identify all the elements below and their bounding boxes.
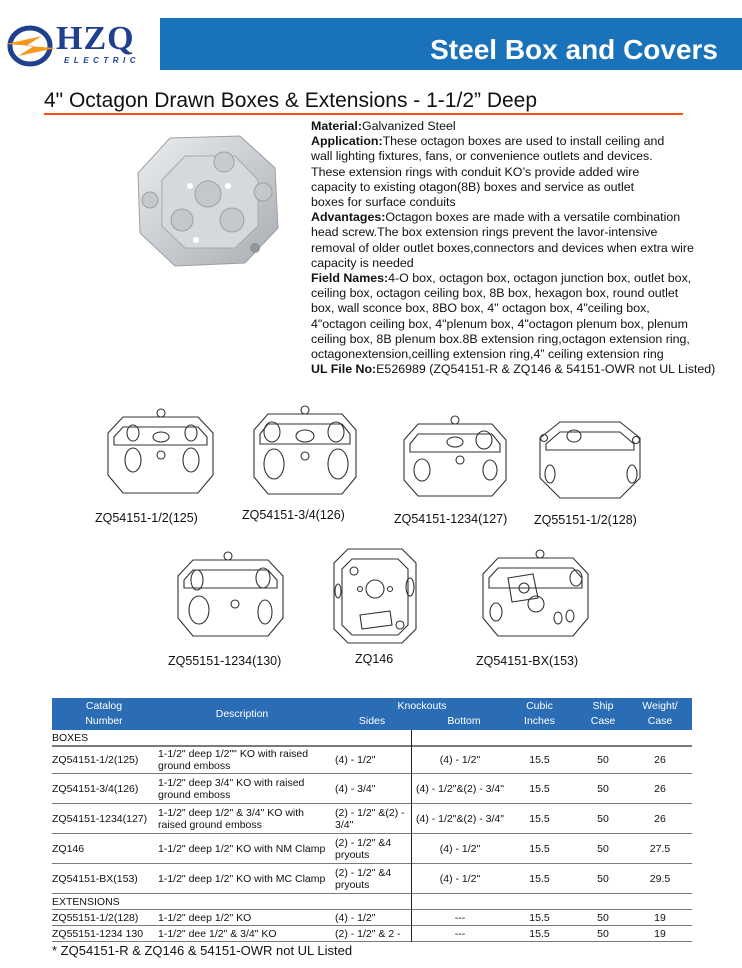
figure-zq54151-125: [95, 405, 225, 530]
col-weight-header: [634, 699, 686, 729]
col-knockouts-header: Knockouts: [397, 700, 447, 712]
table-row: [52, 926, 692, 942]
cell-cubic: 15.5: [529, 842, 550, 855]
section-row: [52, 730, 692, 747]
cell-cubic: 15.5: [529, 911, 550, 924]
banner-title: Steel Box and Covers: [430, 34, 718, 65]
cell-description: 1-1/2" deep 3/4" KO with raised ground emboss: [158, 776, 305, 801]
logo-wordmark: HZQ: [56, 20, 135, 57]
col-sides-header: Sides: [358, 715, 386, 727]
cell-cubic: 15.5: [529, 754, 550, 766]
cell-ship: 50: [597, 754, 609, 766]
figure-zq54151-127: [390, 412, 520, 527]
cell-bottom: ---: [454, 927, 466, 940]
cell-catalog: ZQ146: [52, 842, 85, 855]
col-bottom-header: Bottom: [447, 715, 481, 727]
cell-catalog: ZQ55151-1234 130: [52, 927, 144, 940]
footnote: * ZQ54151-R & ZQ146 & 54151-OWR not UL Listed: [52, 943, 353, 958]
octagon-box-drawing-icon: [250, 402, 360, 502]
cell-sides: (4) - 1/2": [335, 911, 376, 924]
header-text: Weight/: [642, 700, 678, 712]
spec-ul-file: [311, 362, 721, 377]
cell-ship: 50: [597, 872, 609, 885]
cell-bottom: (4) - 1/2": [439, 872, 481, 885]
cell-description: 1-1/2" deep 1/2" KO: [158, 911, 252, 924]
nm-clamp-box-drawing-icon: [330, 545, 420, 645]
table-row: [52, 747, 692, 774]
cell-catalog: ZQ54151-3/4(126): [52, 782, 139, 795]
table-row: [52, 864, 692, 894]
cell-cubic: 15.5: [529, 782, 550, 795]
figure-zq55151-128: [530, 418, 650, 528]
col-description-header: Description: [215, 708, 269, 720]
column-divider: [411, 730, 412, 942]
section-label: EXTENSIONS: [52, 895, 120, 908]
spec-application: [311, 134, 666, 210]
cell-description: 1-1/2" deep 1/2"" KO with raised ground emboss: [158, 748, 309, 772]
header-text: Cubic: [526, 700, 553, 712]
cell-catalog: ZQ54151-BX(153): [52, 872, 138, 885]
cell-ship: 50: [597, 782, 609, 795]
logo-subtext: ELECTRIC: [64, 56, 140, 65]
header-text: Ship: [592, 700, 614, 712]
cell-sides: (2) - 1/2" &(2) - 3/4": [335, 806, 405, 831]
mc-clamp-box-drawing-icon: [478, 548, 593, 640]
table-body: [52, 730, 692, 942]
header-banner: [160, 18, 742, 70]
table-row: [52, 834, 692, 864]
table-header: [52, 698, 692, 730]
col-ship-header: [580, 699, 626, 729]
spec-material-value: Galvanized Steel: [361, 119, 456, 133]
header-text: Inches: [524, 715, 555, 727]
page-title: 4" Octagon Drawn Boxes & Extensions - 1-1/2” Deep: [44, 89, 538, 112]
spec-field-names-value: 4-O box, octagon box, octagon junction box, outlet box, ceiling box, octagon ceiling box, 8B box, hexagon box, round outlet box, wall sconce box, 8BO box, 4" octagon box, 4"ceiling box, 4"octagon ceiling box, 4"plenum box, 4"octagon plenum box, plenum ceiling box, 8B plenum box.8B extension ring,octagon extension ring, octagonextension,ceilling extension ring,4” ceiling extension ring: [311, 271, 692, 362]
cell-weight: 27.5: [649, 842, 671, 855]
section-label: BOXES: [52, 731, 89, 744]
cell-weight: 19: [654, 927, 666, 940]
octagon-box-drawing-icon: [103, 405, 218, 500]
company-logo: [4, 22, 154, 70]
spec-field-names: [311, 271, 703, 362]
table-row: [52, 774, 692, 804]
cell-catalog: ZQ54151-1234(127): [52, 812, 148, 825]
figure-caption: ZQ54151-1234(127): [394, 512, 508, 526]
extension-ring-drawing-icon: [538, 418, 643, 503]
cell-sides: (4) - 1/2": [335, 754, 376, 766]
product-photo: [130, 128, 285, 273]
header-text: Case: [590, 715, 616, 727]
header-text: Catalog: [85, 700, 123, 712]
figure-zq55151-130: [160, 548, 300, 668]
spec-ul-value: E526989 (ZQ54151-R & ZQ146 & 54151-OWR not UL Listed): [376, 362, 716, 377]
cell-weight: 19: [654, 911, 666, 924]
cell-weight: 26: [654, 754, 666, 766]
cell-catalog: ZQ55151-1/2(128): [52, 911, 139, 924]
cell-sides: (2) - 1/2" &4 pryouts: [335, 836, 392, 861]
cell-sides: (4) - 3/4": [335, 782, 376, 795]
cell-bottom: (4) - 1/2"&(2) - 3/4": [416, 812, 504, 825]
product-specifications: [311, 119, 721, 377]
col-catalog-header: [64, 699, 144, 729]
product-table: [52, 698, 692, 942]
cell-ship: 50: [597, 927, 609, 940]
figure-caption: ZQ55151-1234(130): [168, 654, 282, 668]
figure-zq54151-153: [470, 548, 600, 670]
section-row: [52, 894, 692, 910]
header-text: Case: [647, 715, 673, 727]
spec-advantages: [311, 210, 696, 271]
figure-caption: ZQ54151-1/2(125): [95, 511, 198, 525]
octagon-box-drawing-icon: [400, 412, 510, 502]
cell-ship: 50: [597, 911, 609, 924]
extension-ring-drawing-icon: [173, 548, 288, 640]
title-underline: [44, 113, 683, 115]
cell-weight: 29.5: [649, 872, 671, 885]
table-row: [52, 804, 692, 834]
cell-description: 1-1/2" deep 1/2" KO with NM Clamp: [158, 842, 326, 855]
spec-application-value: These octagon boxes are used to install ceiling and wall lighting fixtures, fans, or convenience outlets and devices. These extension rings with conduit KO’s provide added wire capacity to existing otagon(8B) boxes and service as outlet boxes for surface conduits: [311, 134, 665, 210]
cell-description: 1-1/2" dee 1/2" & 3/4" KO: [158, 927, 277, 940]
spec-advantages-label: Advantages:: [311, 210, 386, 225]
figure-zq54151-126: [240, 402, 370, 527]
cell-bottom: ---: [454, 911, 466, 924]
cell-catalog: ZQ54151-1/2(125): [52, 754, 139, 766]
table-row: [52, 910, 692, 926]
cell-description: 1-1/2" deep 1/2" & 3/4" KO with raised ground emboss: [158, 806, 305, 831]
figure-caption: ZQ55151-1/2(128): [534, 513, 637, 527]
spec-material-label: Material:: [311, 119, 362, 133]
cell-bottom: (4) - 1/2"&(2) - 3/4": [416, 782, 504, 795]
spec-ul-label: UL File No:: [311, 362, 377, 377]
header-text: Number: [85, 715, 123, 727]
cell-ship: 50: [597, 842, 609, 855]
cell-bottom: (4) - 1/2": [439, 842, 481, 855]
spec-application-label: Application:: [311, 134, 383, 149]
cell-weight: 26: [654, 812, 666, 825]
cell-cubic: 15.5: [529, 812, 550, 825]
cell-sides: (2) - 1/2" &4 pryouts: [335, 866, 392, 891]
figure-caption: ZQ54151-BX(153): [476, 654, 579, 668]
cell-weight: 26: [654, 782, 666, 795]
cell-bottom: (4) - 1/2": [439, 754, 481, 766]
cell-sides: (2) - 1/2" & 2 -: [335, 927, 401, 940]
cell-cubic: 15.5: [529, 872, 550, 885]
spec-field-names-label: Field Names:: [311, 271, 389, 286]
cell-cubic: 15.5: [529, 927, 550, 940]
figure-zq146: [325, 545, 425, 670]
spec-material: [311, 119, 721, 134]
figure-caption: ZQ54151-3/4(126): [242, 508, 345, 522]
cell-ship: 50: [597, 812, 609, 825]
spec-advantages-value: Octagon boxes are made with a versatile combination head screw.The box extension rings prevent the lavor-intensive removal of older outlet boxes,connectors and devices when extra wire capacity is needed: [311, 210, 694, 270]
cell-description: 1-1/2" deep 1/2" KO with MC Clamp: [158, 872, 326, 885]
figure-caption: ZQ146: [355, 652, 394, 666]
lightning-globe-icon: [4, 22, 60, 70]
col-cubic-header: [512, 699, 567, 729]
